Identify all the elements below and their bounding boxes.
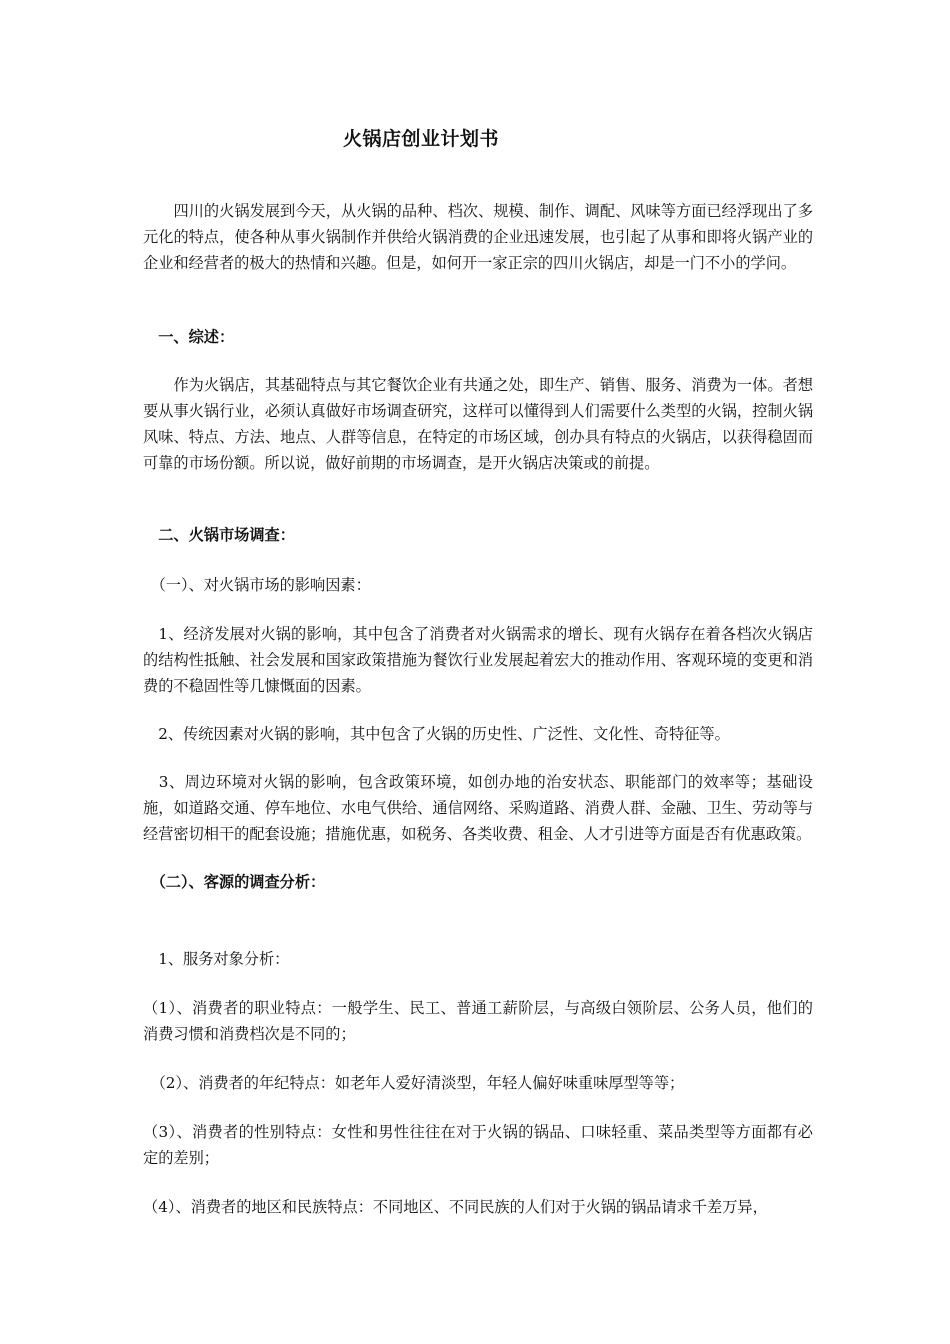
factor-environment-paragraph: 3、周边环境对火锅的影响，包含政策环境，如创办地的治安状态、职能部门的效率等；基础设施，如道路交通、停车地位、水电气供给、通信网络、采购道路、消费人群、金融、卫生、劳动等与经营密切相干的配套设施；措施优惠，如税务、各类收费、租金、人才引进等方面是否有优惠政策。 (143, 773, 813, 843)
list-item-region-ethnicity: （4）、消费者的地区和民族特点：不同地区、不同民族的人们对于火锅的锅品请求千差万异， (143, 1198, 768, 1216)
service-target-heading: 1、服务对象分析： (143, 950, 290, 968)
factor-economic-paragraph: 1、经济发展对火锅的影响，其中包含了消费者对火锅需求的增长、现有火锅存在着各档次火锅店的结构性抵触、社会发展和国家政策措施为餐饮行业发展起着宏大的推动作用、客观环境的变更和消费的不稳固性等几慷慨面的因素。 (143, 625, 813, 695)
subsection-heading-influence-factors: （一）、对火锅市场的影响因素： (143, 576, 371, 594)
section-heading-market-survey: 二、火锅市场调查： (143, 526, 295, 544)
overview-paragraph: 作为火锅店，其基础特点与其它餐饮企业有共通之处，即生产、销售、服务、消费为一体。者想要从事火锅行业，必须认真做好市场调查研究，这样可以懂得到人们需要什么类型的火锅，控制火锅风味、特点、方法、地点、人群等信息，在特定的市场区域，创办具有特点的火锅店，以获得稳固而可靠的市场份额。所以说，做好前期的市场调查，是开火锅店决策或的前提。 (143, 376, 813, 472)
subsection-heading-customer-analysis: （二）、客源的调查分析： (143, 873, 326, 891)
list-item-gender: （3）、消费者的性别特点：女性和男性往往在对于火锅的锅品、口味轻重、菜品类型等方面都有必定的差别； (143, 1123, 813, 1167)
section-heading-overview: 一、综述： (143, 328, 235, 346)
intro-paragraph: 四川的火锅发展到今天，从火锅的品种、档次、规模、制作、调配、风味等方面已经浮现出了多元化的特点，使各种从事火锅制作并供给火锅消费的企业迅速发展，也引起了从事和即将火锅产业的企业和经营者的极大的热情和兴趣。但是，如何开一家正宗的四川火锅店，却是一门不小的学问。 (143, 202, 813, 272)
list-item-age: （2）、消费者的年纪特点：如老年人爱好清淡型，年轻人偏好味重味厚型等等； (143, 1074, 685, 1092)
list-item-occupation: （1）、消费者的职业特点：一般学生、民工、普通工薪阶层，与高级白领阶层、公务人员，他们的消费习惯和消费档次是不同的； (143, 999, 813, 1043)
factor-tradition-paragraph: 2、传统因素对火锅的影响，其中包含了火锅的历史性、广泛性、文化性、奇特征等。 (143, 725, 730, 743)
document-title: 火锅店创业计划书 (342, 128, 499, 150)
